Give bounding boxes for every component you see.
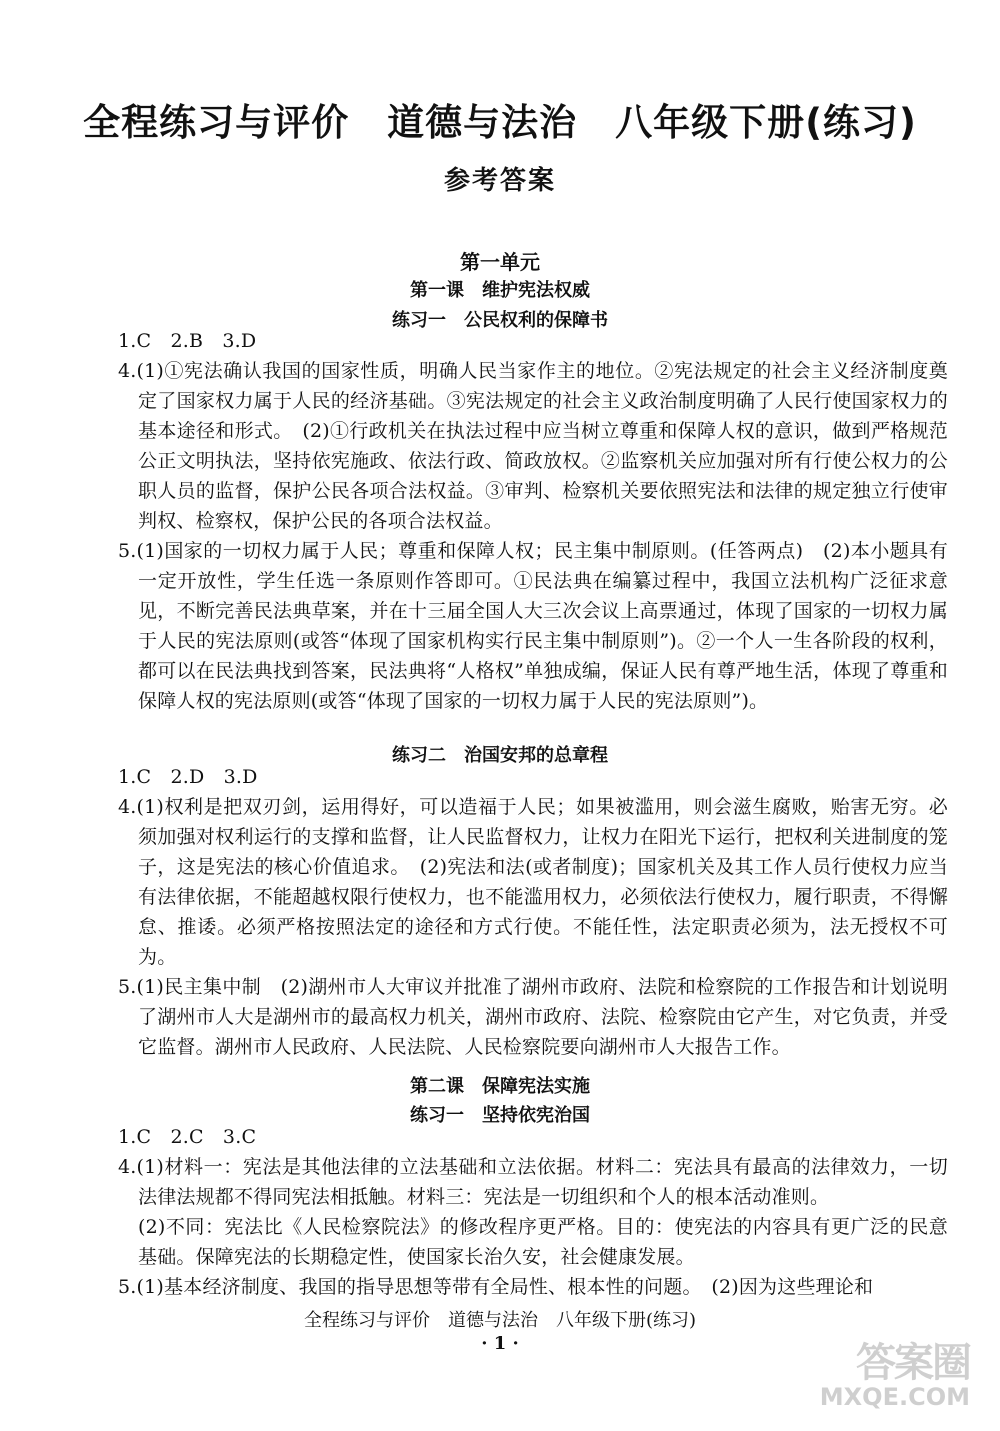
answer-q5: 5.(1)基本经济制度、我国的指导思想等带有全局性、根本性的问题。 (2)因为这些理论和: [118, 1276, 874, 1298]
answer-q5: 5.(1)国家的一切权力属于人民；尊重和保障人权；民主集中制原则。(任答两点) (2)本小题具有一定开放性，学生任选一条原则作答即可。①民法典在编纂过程中，我国立法机构广泛征求意见，不断完善民法典草案，并在十三届全国人大三次会议上高票通过，体现了国家的一切权力属于人民的宪法原则(或答“体现了国家机构实行民主集中制原则”)。②一个人一生各阶段的权利，都可以在民法典找到答案，民法典将“人格权”单独成编，保证人民有尊严地生活，体现了尊重和保障人权的宪法原则(或答“体现了国家的一切权力属于人民的宪法原则”)。: [118, 540, 948, 712]
watermark-logo: [820, 1331, 970, 1411]
answer-q5: 5.(1)民主集中制 (2)湖州市人大审议并批准了湖州市政府、法院和检察院的工作报告和计划说明了湖州市人大是湖州市的最高权力机关，湖州市政府、法院、检察院由它产生，对它负责，并受它监督。湖州市人民政府、人民法院、人民检察院要向湖州市人大报告工作。: [118, 976, 948, 1058]
answer-q4: 4.(1)权利是把双刃剑，运用得好，可以造福于人民；如果被滥用，则会滋生腐败，贻害无穷。必须加强对权利运行的支撑和监督，让人民监督权力，让权力在阳光下运行，把权利关进制度的笼子，这是宪法的核心价值追求。 (2)宪法和法(或者制度)；国家机关及其工作人员行使权力应当有法律依据，不能超越权限行使权力，也不能滥用权力，必须依法行使权力，履行职责，不得懈怠、推诿。必须严格按照法定的途径和方式行使。不能任性，法定职责必须为，法无授权不可为。: [118, 796, 948, 968]
mc-answers: 1.C 2.B 3.D: [118, 330, 257, 352]
page-subtitle: 参考答案: [443, 166, 556, 196]
exercise-heading: 练习一 坚持依宪治国: [410, 1105, 590, 1126]
answer-q4: 4.(1)①宪法确认我国的国家性质，明确人民当家作主的地位。②宪法规定的社会主义经济制度奠定了国家权力属于人民的经济基础。③宪法规定的社会主义政治制度明确了人民行使国家权力的基本途径和形式。 (2)①行政机关在执法过程中应当树立尊重和保障人权的意识，做到严格规范公正文明执法，坚持依宪施政、依法行政、简政放权。②监察机关应加强对所有行使公权力的公职人员的监督，保护公民各项合法权益。③审判、检察机关要依照宪法和法律的规定独立行使审判权、检察权，保护公民的各项合法权益。: [118, 360, 948, 532]
watermark-url: MXQE.COM: [819, 1383, 970, 1411]
answer-q4-part2: (2)不同：宪法比《人民检察院法》的修改程序更严格。目的：使宪法的内容具有更广泛的民意基础。保障宪法的长期稳定性，使国家长治久安，社会健康发展。: [138, 1216, 948, 1268]
page-footer: 全程练习与评价 道德与法治 八年级下册(练习): [303, 1310, 697, 1331]
lesson-heading: 第二课 保障宪法实施: [410, 1076, 590, 1097]
page-number: · 1 ·: [481, 1333, 519, 1354]
answer-block: [118, 1122, 948, 1302]
page-title: 全程练习与评价 道德与法治 八年级下册(练习): [83, 101, 917, 144]
mc-answers: 1.C 2.D 3.D: [118, 766, 258, 788]
exercise-heading: 练习一 公民权利的保障书: [392, 310, 608, 331]
unit-heading: 第一单元: [460, 250, 540, 274]
lesson-heading: 第一课 维护宪法权威: [410, 280, 590, 301]
answer-q4: 4.(1)材料一：宪法是其他法律的立法基础和立法依据。材料二：宪法具有最高的法律效力，一切法律法规都不得同宪法相抵触。材料三：宪法是一切组织和个人的根本活动准则。: [118, 1156, 948, 1208]
exercise-heading: 练习二 治国安邦的总章程: [392, 745, 608, 766]
answer-block: [118, 762, 948, 1062]
watermark-text: 答案圈: [856, 1340, 970, 1386]
answer-block: [118, 326, 948, 716]
mc-answers: 1.C 2.C 3.C: [118, 1126, 257, 1148]
